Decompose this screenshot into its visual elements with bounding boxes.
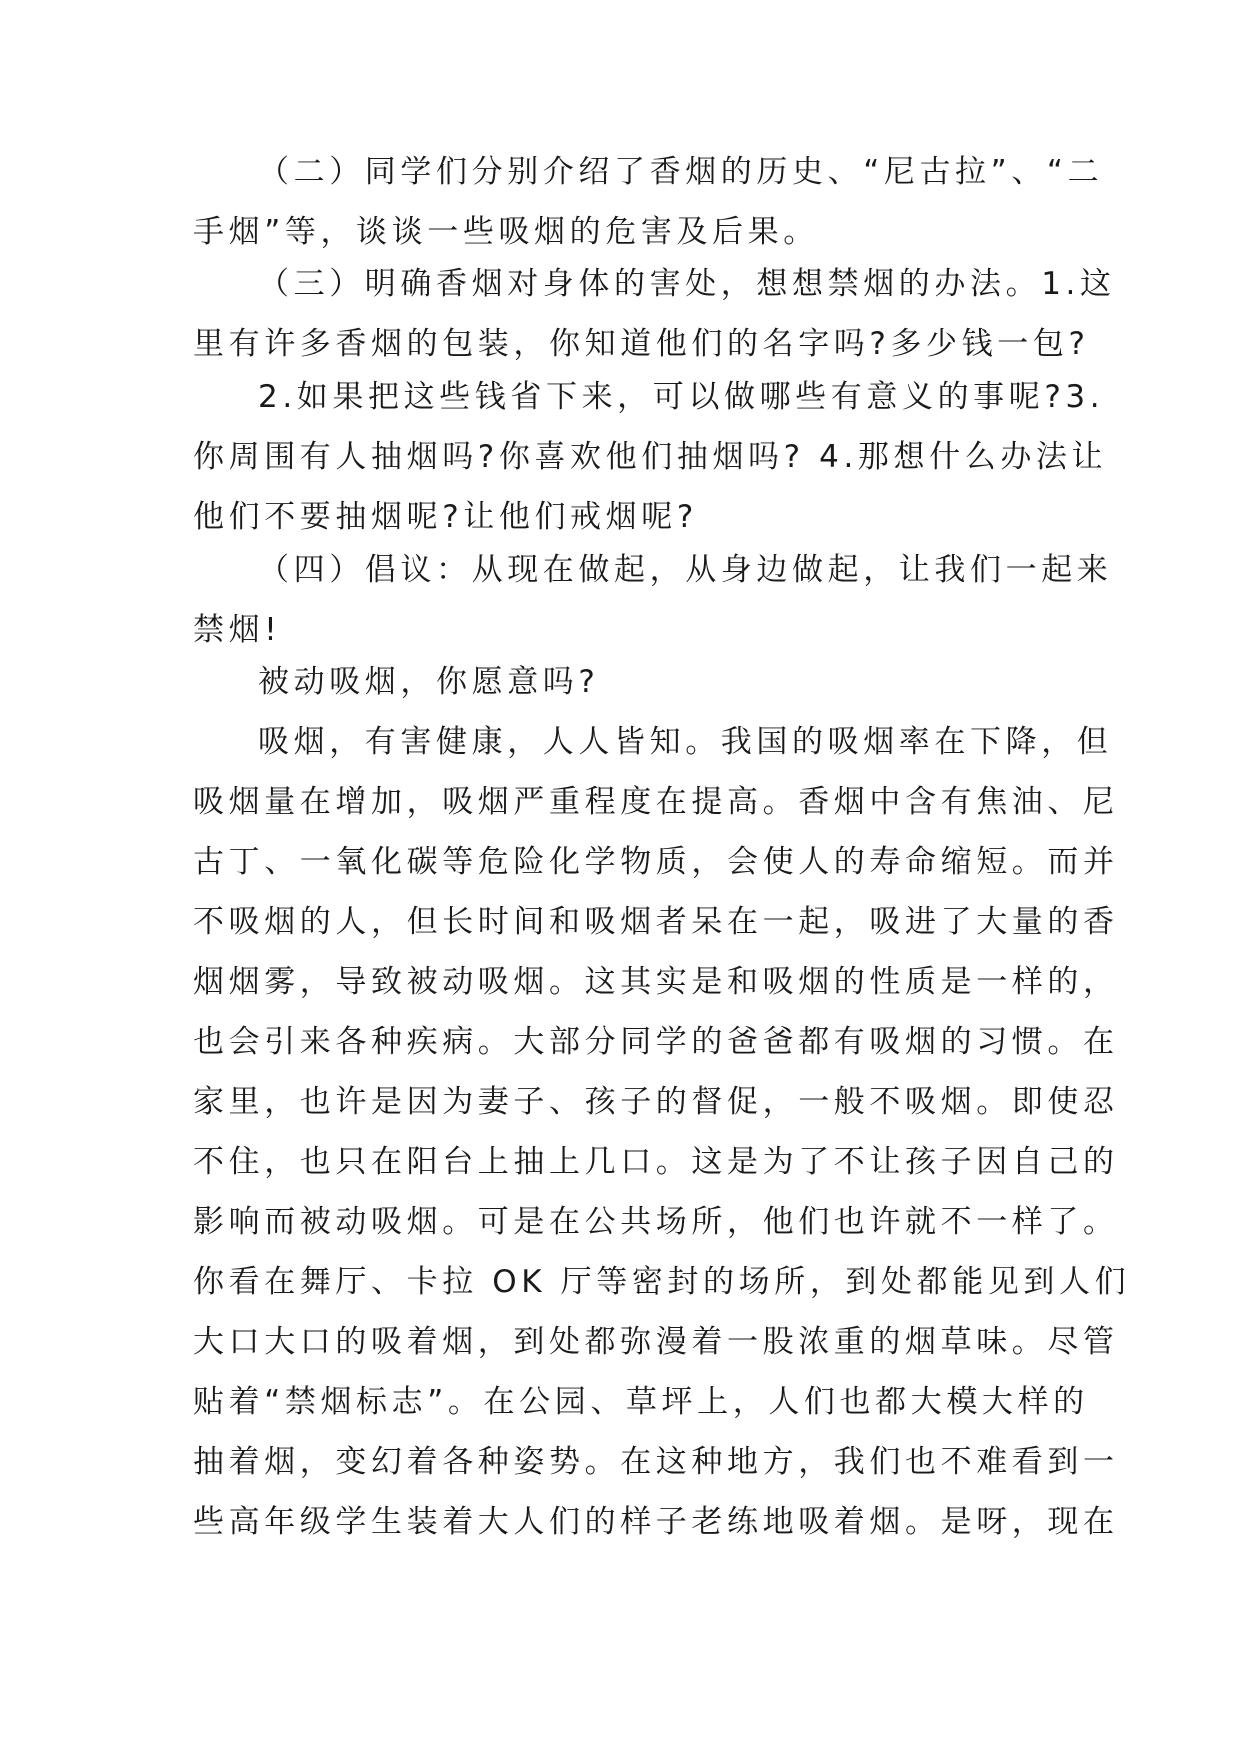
paragraph-line: （三）明确香烟对身体的害处，想想禁烟的办法。1.这 — [258, 266, 1116, 302]
paragraph-line: 不住，也只在阳台上抽上几口。这是为了不让孩子因自己的 — [193, 1144, 1119, 1180]
paragraph-line: 也会引来各种疾病。大部分同学的爸爸都有吸烟的习惯。在 — [193, 1024, 1119, 1060]
paragraph-line: 古丁、一氧化碳等危险化学物质，会使人的寿命缩短。而并 — [193, 844, 1119, 880]
paragraph-line: 些高年级学生装着大人们的样子老练地吸着烟。是呀，现在 — [193, 1504, 1119, 1540]
paragraph-line: 贴着“禁烟标志”。在公园、草坪上，人们也都大模大样的 — [193, 1384, 1089, 1420]
paragraph-line: 大口大口的吸着烟，到处都弥漫着一股浓重的烟草味。尽管 — [193, 1324, 1119, 1360]
paragraph-line: （四）倡议：从现在做起，从身边做起，让我们一起来 — [258, 552, 1113, 588]
paragraph-line: 吸烟量在增加，吸烟严重程度在提高。香烟中含有焦油、尼 — [193, 784, 1119, 820]
paragraph-line: 你看在舞厅、卡拉 OK 厅等密封的场所，到处都能见到人们 — [193, 1264, 1131, 1300]
paragraph-line: 他们不要抽烟呢?让他们戒烟呢? — [193, 499, 698, 535]
paragraph-line: 不吸烟的人，但长时间和吸烟者呆在一起，吸进了大量的香 — [193, 904, 1119, 940]
paragraph-line: 你周围有人抽烟吗?你喜欢他们抽烟吗? 4.那想什么办法让 — [193, 439, 1108, 475]
paragraph-line: 影响而被动吸烟。可是在公共场所，他们也许就不一样了。 — [193, 1204, 1119, 1240]
paragraph-line: （二）同学们分别介绍了香烟的历史、“尼古拉”、“二 — [258, 154, 1104, 190]
paragraph-line: 里有许多香烟的包装，你知道他们的名字吗?多少钱一包? — [193, 326, 1090, 362]
paragraph-line: 烟烟雾，导致被动吸烟。这其实是和吸烟的性质是一样的， — [193, 964, 1119, 1000]
paragraph-line: 抽着烟，变幻着各种姿势。在这种地方，我们也不难看到一 — [193, 1444, 1119, 1480]
paragraph-line: 被动吸烟，你愿意吗? — [258, 664, 600, 700]
paragraph-line: 吸烟，有害健康，人人皆知。我国的吸烟率在下降，但 — [258, 724, 1113, 760]
paragraph-line: 2.如果把这些钱省下来，可以做哪些有意义的事呢?3. — [258, 379, 1105, 415]
paragraph-line: 手烟”等，谈谈一些吸烟的危害及后果。 — [193, 214, 819, 250]
paragraph-line: 禁烟! — [193, 612, 282, 648]
paragraph-line: 家里，也许是因为妻子、孩子的督促，一般不吸烟。即使忍 — [193, 1084, 1119, 1120]
